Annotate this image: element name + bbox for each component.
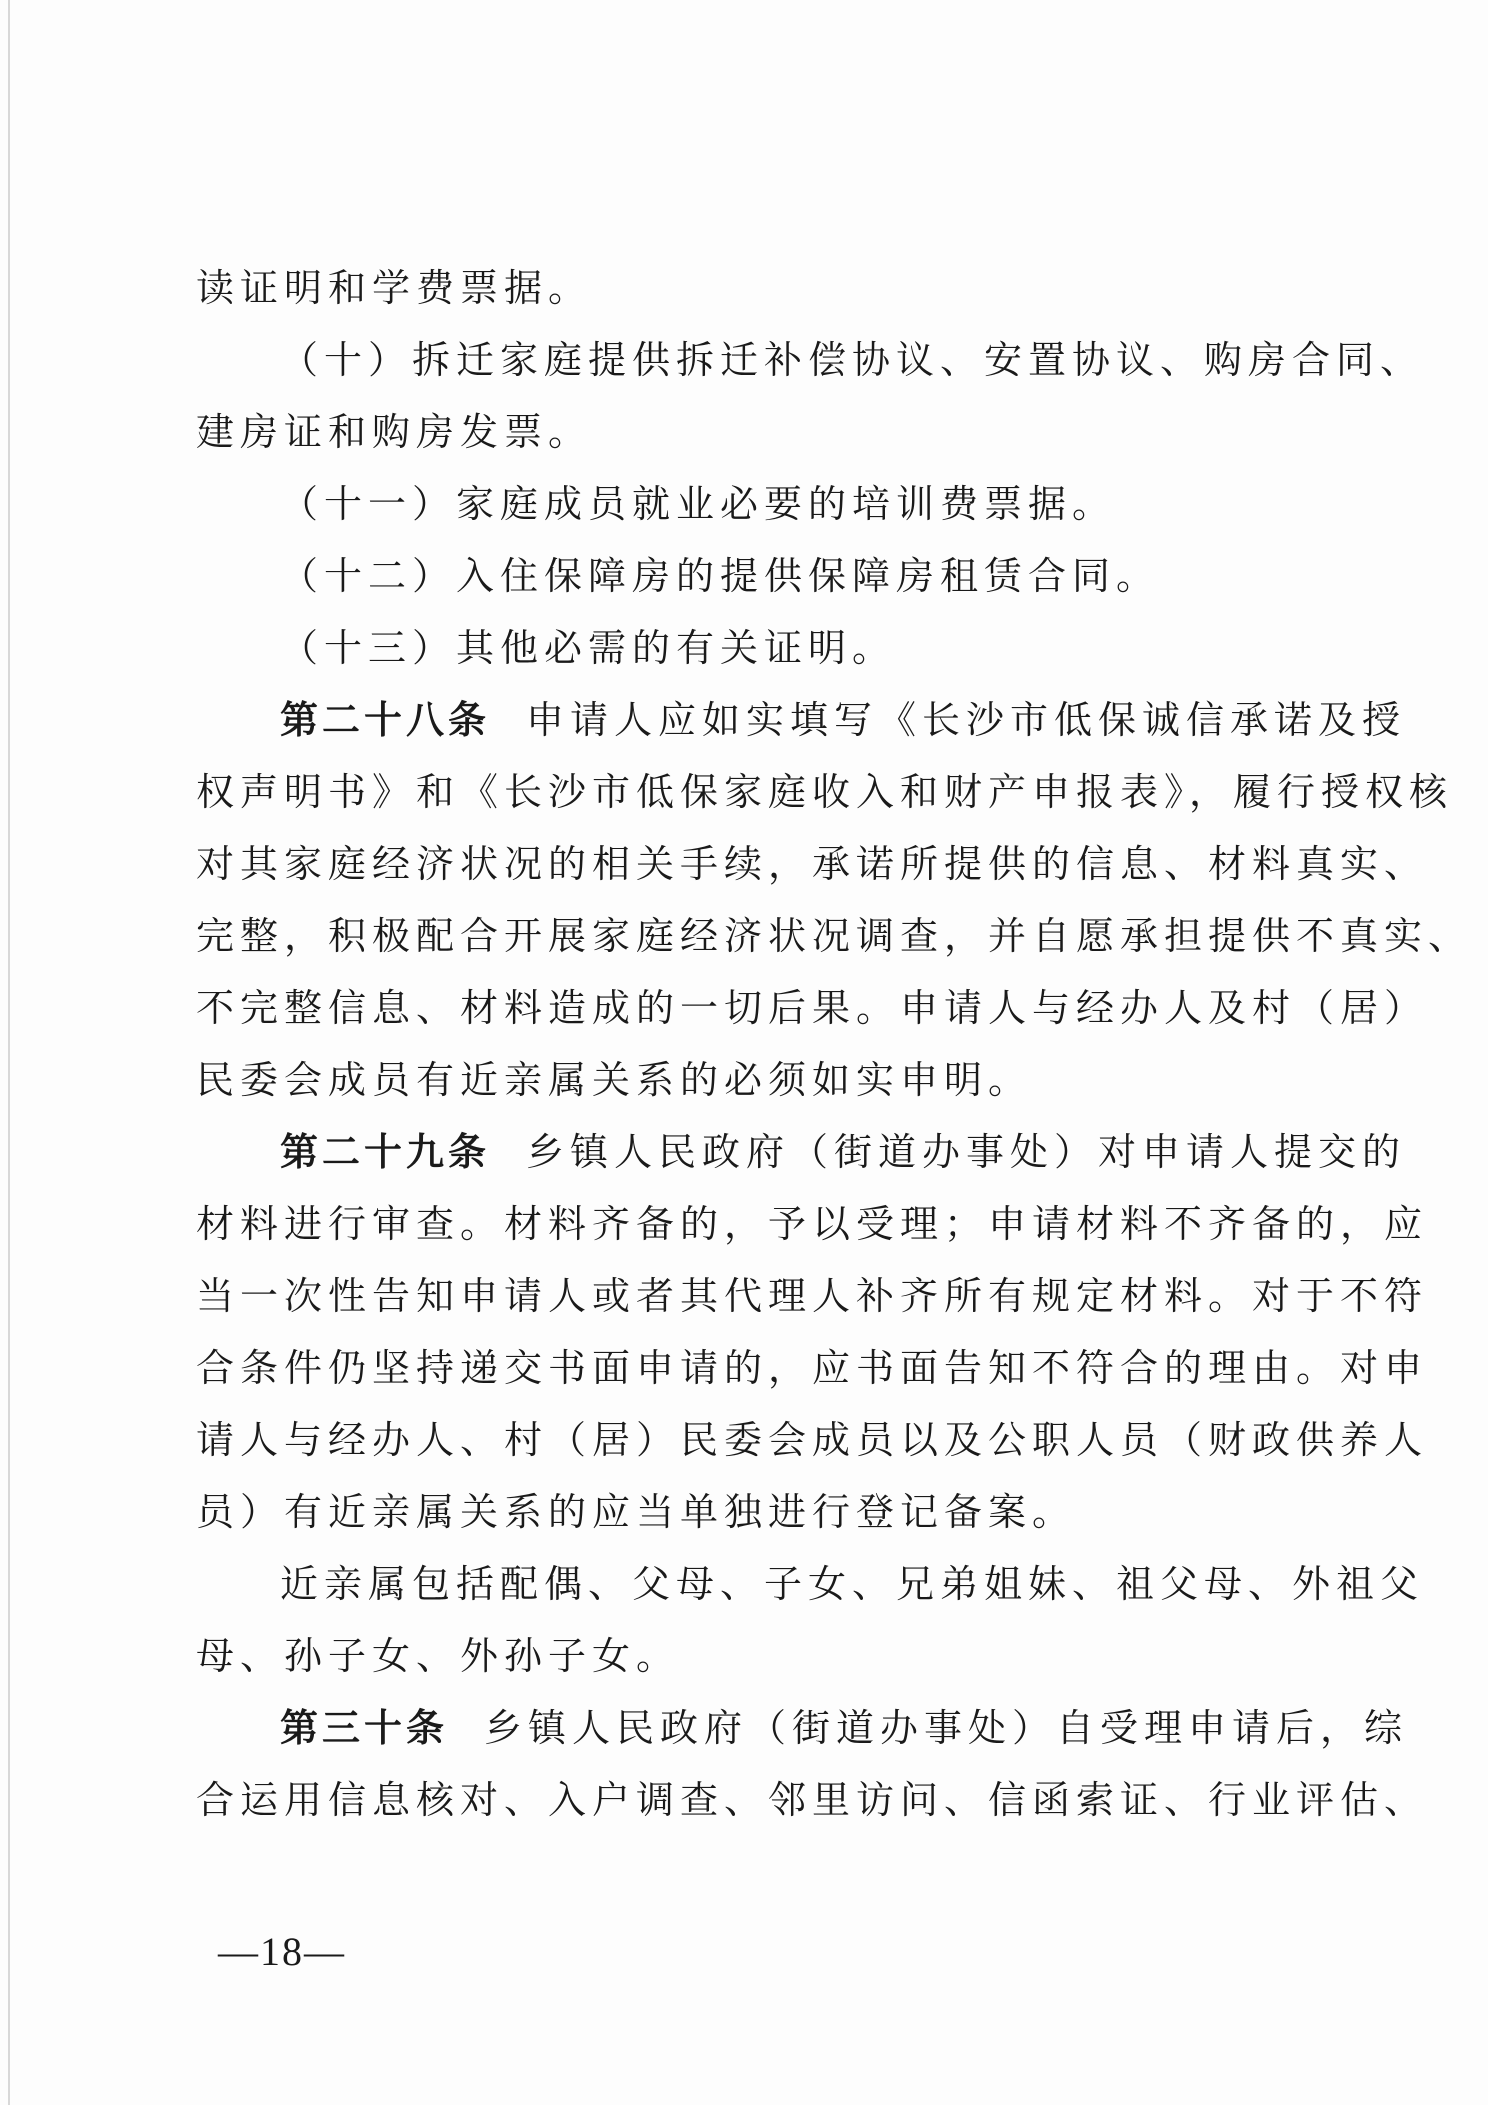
article-28-line: 对其家庭经济状况的相关手续，承诺所提供的信息、材料真实、 bbox=[196, 842, 1429, 886]
article-28-line: 完整，积极配合开展家庭经济状况调查，并自愿承担提供不真实、 bbox=[196, 914, 1473, 958]
article-30-line: 合运用信息核对、入户调查、邻里访问、信函索证、行业评估、 bbox=[196, 1778, 1429, 1822]
article-28-text: 申请人应如实填写《长沙市低保诚信承诺及授 bbox=[526, 698, 1407, 742]
article-29-line: 员）有近亲属关系的应当单独进行登记备案。 bbox=[196, 1490, 1077, 1534]
page-number: —18— bbox=[218, 1929, 346, 1974]
article-28-line: 不完整信息、材料造成的一切后果。申请人与经办人及村（居） bbox=[196, 986, 1429, 1030]
article-29-text: 乡镇人民政府（街道办事处）对申请人提交的 bbox=[526, 1130, 1407, 1174]
list-item-13: （十三）其他必需的有关证明。 bbox=[280, 626, 897, 670]
article-29-line: 当一次性告知申请人或者其代理人补齐所有规定材料。对于不符 bbox=[196, 1274, 1429, 1318]
article-28-heading: 第二十八条 bbox=[280, 698, 491, 742]
article-29-line: 材料进行审查。材料齐备的，予以受理；申请材料不齐备的，应 bbox=[196, 1202, 1429, 1246]
article-29-first-line bbox=[196, 1116, 1407, 1188]
article-29-line: 合条件仍坚持递交书面申请的，应书面告知不符合的理由。对申 bbox=[196, 1346, 1429, 1390]
article-29-heading: 第二十九条 bbox=[280, 1130, 491, 1174]
article-28-line: 权声明书》和《长沙市低保家庭收入和财产申报表》，履行授权核 bbox=[196, 770, 1454, 814]
article-30-heading: 第三十条 bbox=[280, 1706, 449, 1750]
list-item-10: （十）拆迁家庭提供拆迁补偿协议、安置协议、购房合同、 bbox=[280, 338, 1425, 382]
article-29-line: 请人与经办人、村（居）民委会成员以及公职人员（财政供养人 bbox=[196, 1418, 1429, 1462]
text-line: 读证明和学费票据。 bbox=[196, 266, 593, 310]
list-item-12: （十二）入住保障房的提供保障房租赁合同。 bbox=[280, 554, 1161, 598]
article-30-first-line bbox=[196, 1692, 1409, 1764]
body-text bbox=[196, 252, 1473, 1836]
scan-edge-line bbox=[8, 0, 10, 2105]
list-item-11: （十一）家庭成员就业必要的培训费票据。 bbox=[280, 482, 1117, 526]
relatives-line: 近亲属包括配偶、父母、子女、兄弟姐妹、祖父母、外祖父 bbox=[280, 1562, 1425, 1606]
text-line: 建房证和购房发票。 bbox=[196, 410, 593, 454]
article-30-text: 乡镇人民政府（街道办事处）自受理申请后，综 bbox=[484, 1706, 1409, 1750]
article-28-line: 民委会成员有近亲属关系的必须如实申明。 bbox=[196, 1058, 1033, 1102]
article-28-first-line bbox=[196, 684, 1407, 756]
relatives-line: 母、孙子女、外孙子女。 bbox=[196, 1634, 681, 1678]
